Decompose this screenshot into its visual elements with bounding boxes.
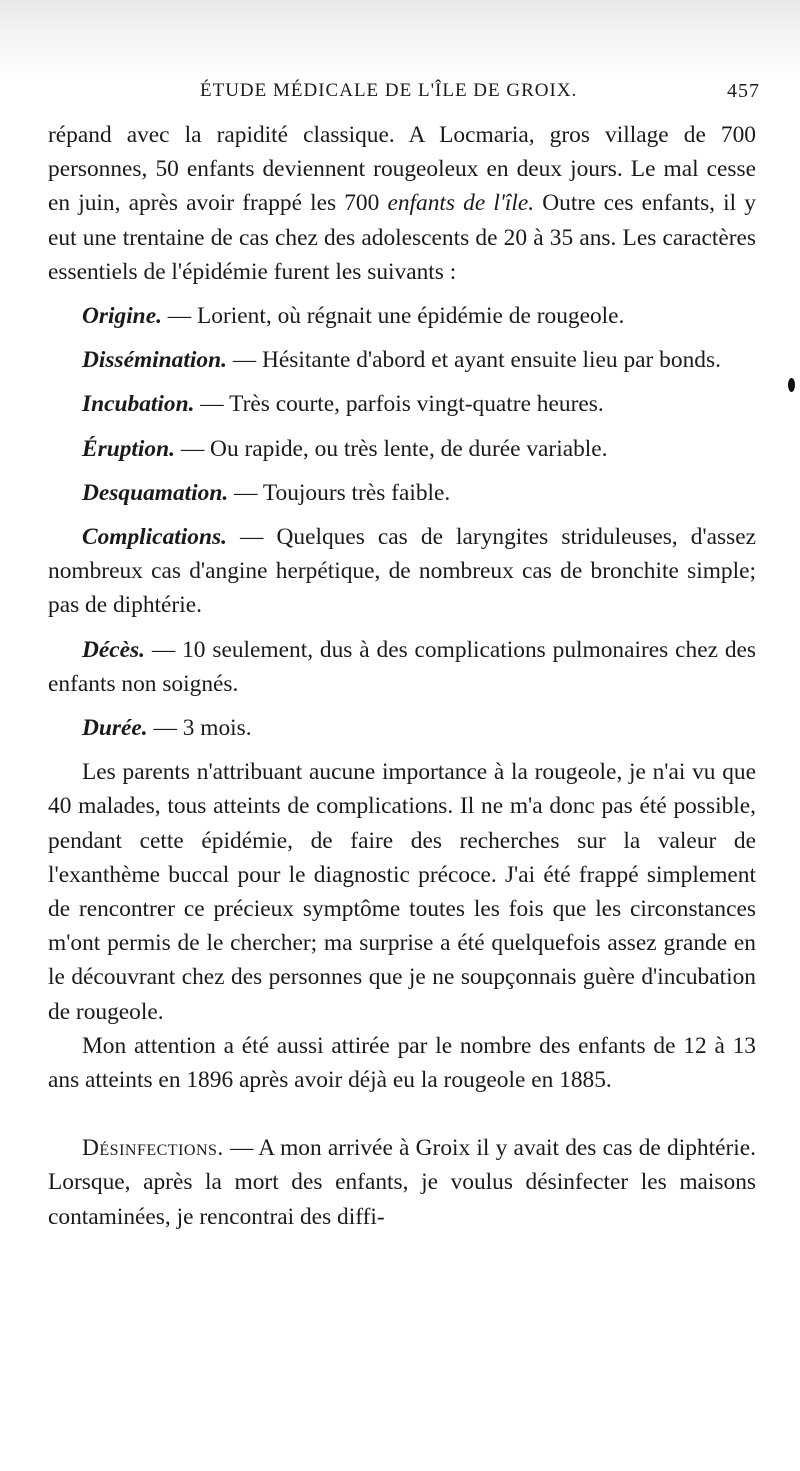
paragraph-incubation: Incubation. — Très courte, parfois vingt-quatre heures. (82, 391, 604, 418)
label-incubation: Incubation. (82, 391, 195, 418)
paragraph-duree: Durée. — 3 mois. (82, 715, 252, 742)
paragraph-desquamation: Desquamation. — Toujours très faible. (82, 479, 451, 506)
paragraph-eruption: Éruption. — Ou rapide, ou très lente, de durée variable. (82, 435, 608, 462)
label-desinfections: Désinfections. (82, 1135, 224, 1162)
label-origine: Origine. (82, 303, 162, 330)
label-duree: Durée. (82, 715, 148, 742)
paragraph-dissemination: Dissémination. — Hésitante d'abord et ayant ensuite lieu par bonds. (82, 347, 721, 374)
paragraph-parents: Les parents n'attribuant aucune importance à la rougeole, je n'ai vu que 40 malades, tous atteints de complications. Il ne m'a donc pas été possible, pendant cette épidémie, de faire des recherches sur la valeur de l'exanthème buccal pour le diagnostic précoce. J'ai été frappé simplement de rencontrer ce précieux symptôme toutes les fois que les circonstances m'ont permis de le chercher; ma surprise a été quelquefois assez grande en le découvrant chez des personnes que je ne soupçonnais guère d'incubation de rougeole. (48, 759, 756, 1025)
paragraph-desinfections: Désinfections. — A mon arrivée à Groix il y avait des cas de diphtérie. Lorsque, après la mort des enfants, je voulus désinfecter les maisons contaminées, je rencontrai des diffi- (48, 1135, 756, 1230)
paragraph-intro: répand avec la rapidité classique. A Locmaria, gros village de 700 personnes, 50 enfants deviennent rougeoleux en deux jours. Le mal cesse en juin, après avoir frappé les 700 enfants de l'île. Outre ces enfants, il y eut une trentaine de cas chez des adolescents de 20 à 35 ans. Les caractères essentiels de l'épidémie furent les suivants : (48, 122, 756, 285)
label-deces: Décès. (82, 636, 145, 663)
label-desquamation: Desquamation. (82, 479, 229, 506)
page-body (48, 118, 756, 1234)
running-title: ÉTUDE MÉDICALE DE L'ÎLE DE GROIX. (200, 80, 578, 101)
paragraph-complications: Complications. — Quelques cas de laryngites striduleuses, d'assez nombreux cas d'angine herpétique, de nombreux cas de bronchite simple; pas de diphtérie. (48, 524, 756, 619)
paragraph-attention: Mon attention a été aussi attirée par le nombre des enfants de 12 à 13 ans atteints en 1896 après avoir déjà eu la rougeole en 1885. (48, 1032, 756, 1094)
emphasis-enfants: enfants de l'île. (387, 190, 535, 217)
margin-ink-mark (788, 378, 795, 392)
page-scan-shading (0, 0, 800, 80)
label-dissemination: Dissémination. (82, 347, 227, 374)
paragraph-origine: Origine. — Lorient, où régnait une épidémie de rougeole. (82, 303, 625, 330)
paragraph-deces: Décès. — 10 seulement, dus à des complications pulmonaires chez des enfants non soignés. (48, 636, 756, 697)
running-header (170, 80, 760, 112)
page-number: 457 (727, 80, 760, 102)
label-eruption: Éruption. (82, 435, 175, 462)
label-complications: Complications. (82, 524, 227, 551)
